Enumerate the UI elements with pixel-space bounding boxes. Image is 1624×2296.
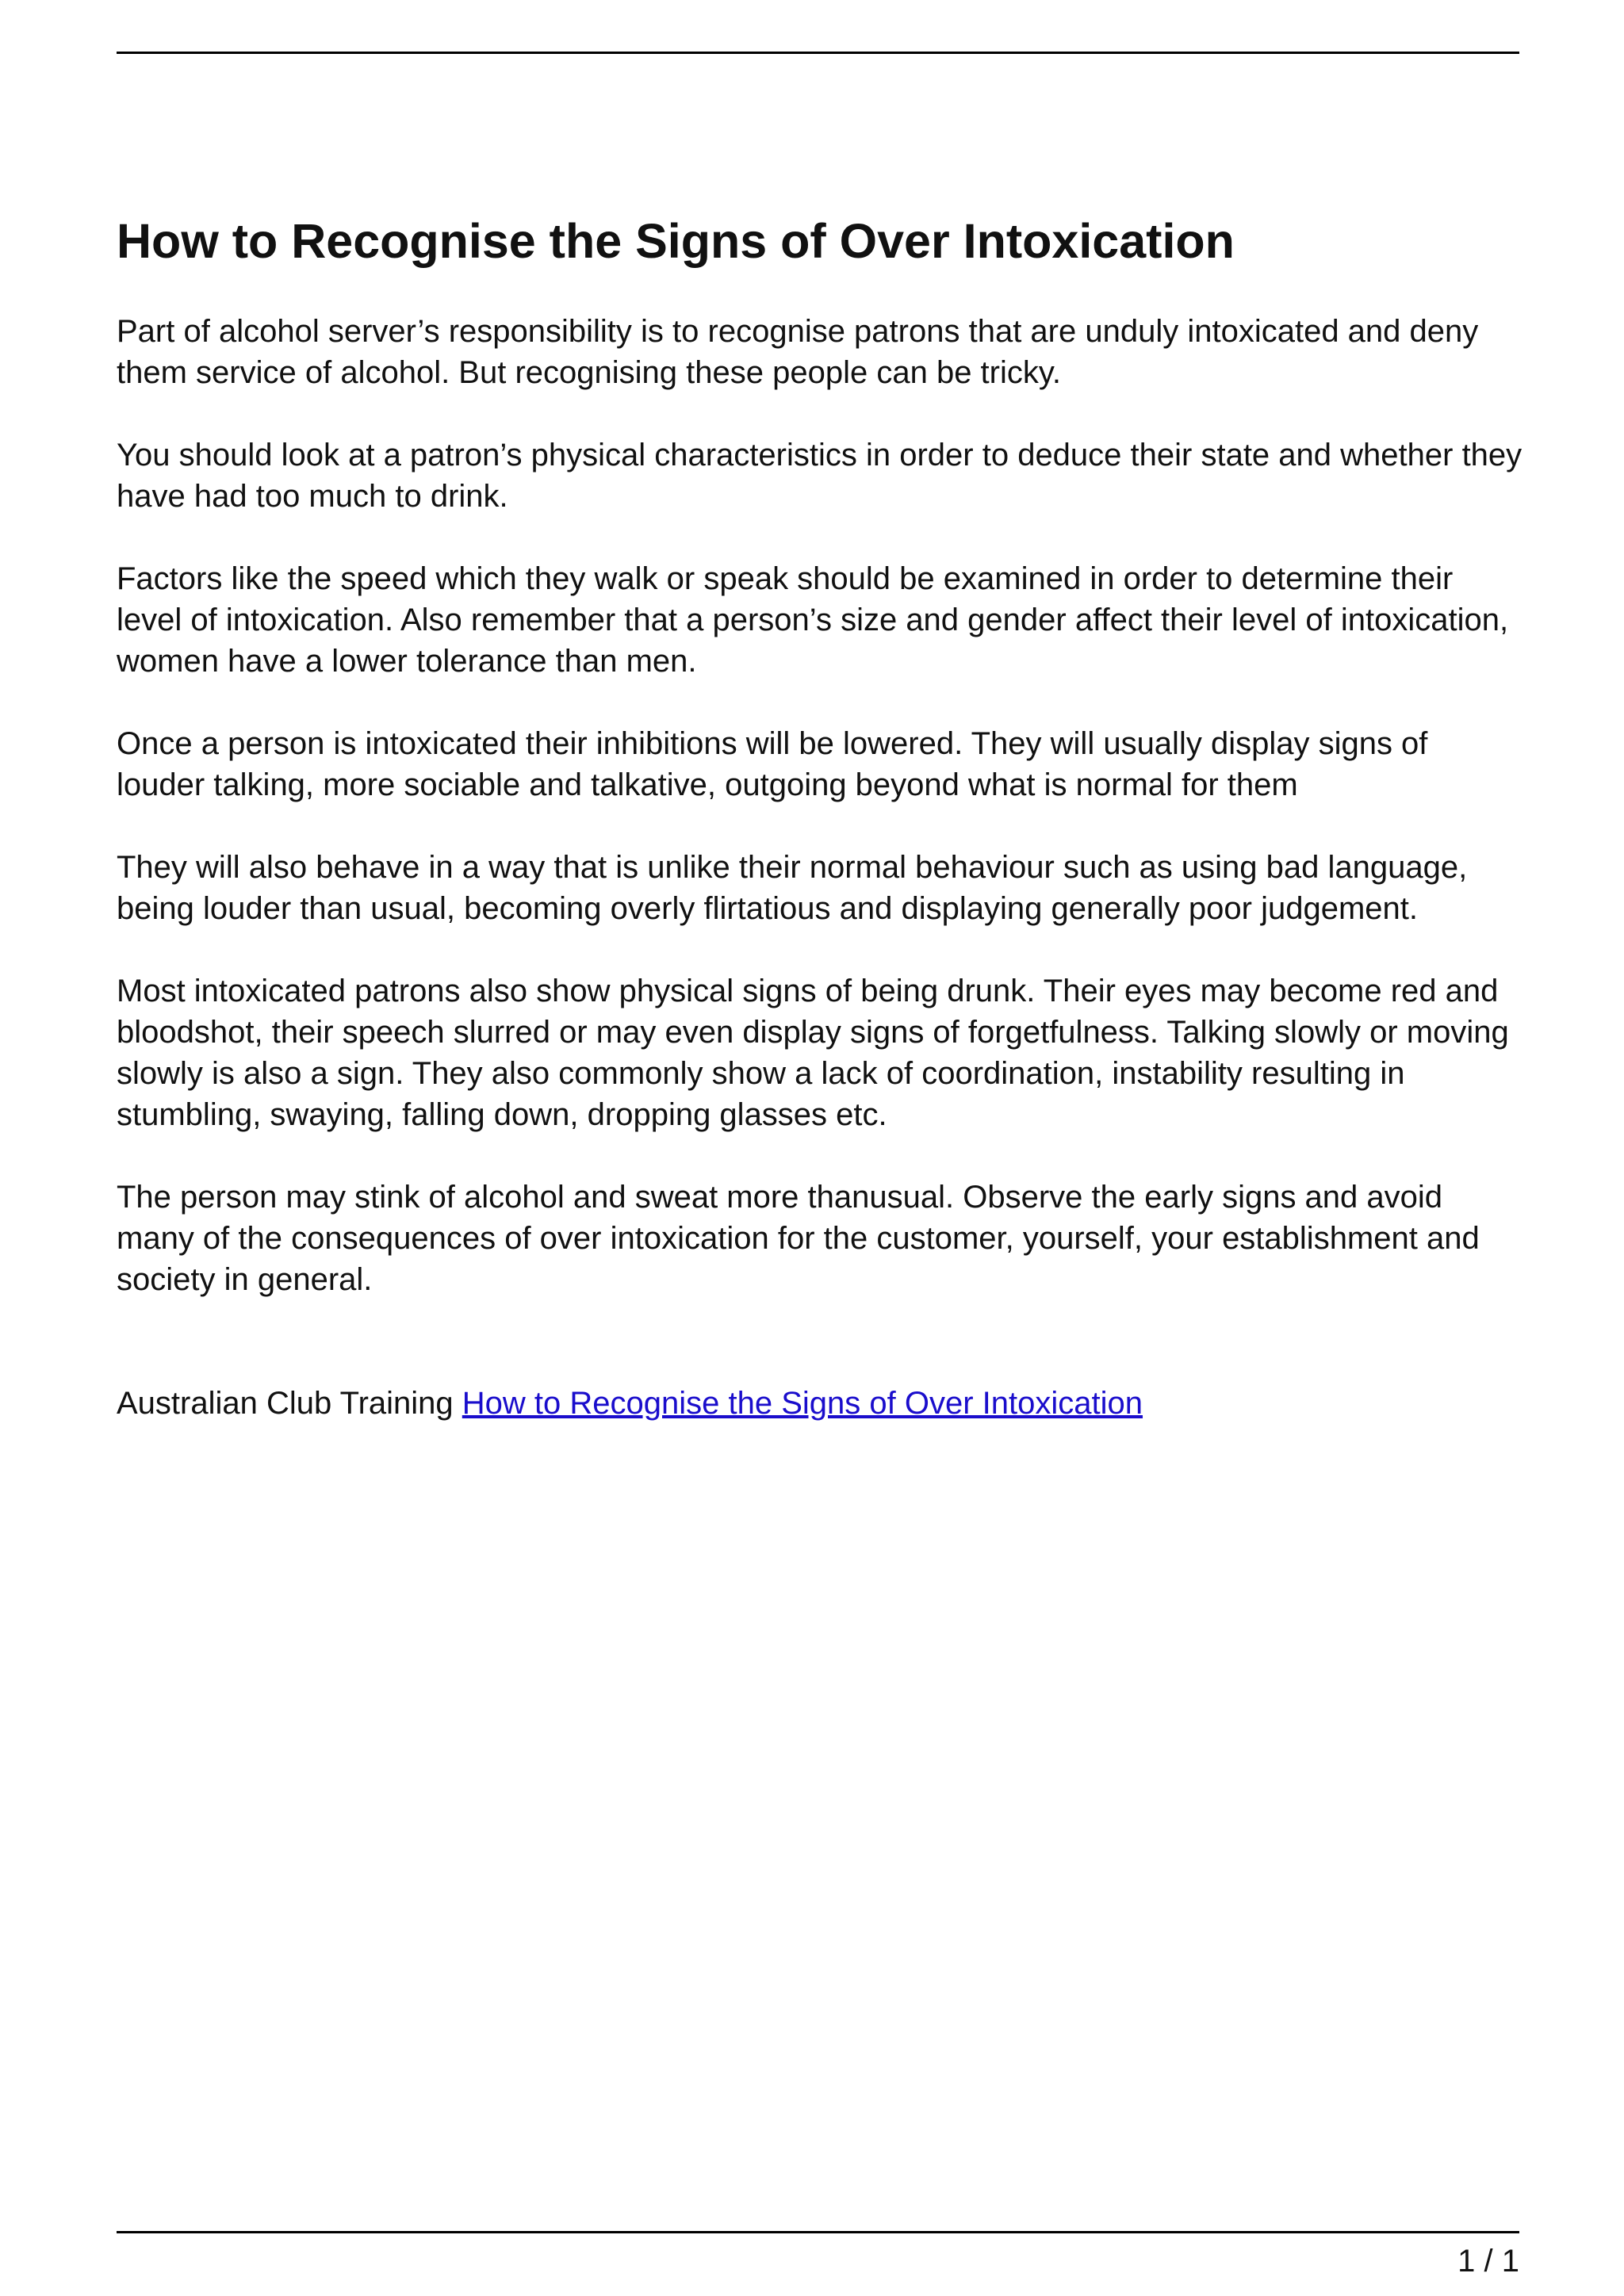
- paragraph-5: They will also behave in a way that is unlike their normal behaviour such as using bad language, being louder than usual, becoming overly flirtatious and displaying generally poor judgement.: [117, 850, 1468, 926]
- paragraph-6: Most intoxicated patrons also show physical signs of being drunk. Their eyes may become red and bloodshot, their speech slurred or may even display signs of forgetfulness. Talking slowly or moving slowly is also a sign. They also commonly show a lack of coordination, instability resulting in stumbling, swaying, falling down, dropping glasses etc.: [117, 974, 1509, 1132]
- document-title: How to Recognise the Signs of Over Intoxication: [117, 214, 1235, 268]
- document-body: [117, 208, 1524, 1465]
- source-link[interactable]: How to Recognise the Signs of Over Intoxication: [462, 1386, 1143, 1421]
- paragraph-4: Once a person is intoxicated their inhibitions will be lowered. They will usually display signs of louder talking, more sociable and talkative, outgoing beyond what is normal for them: [117, 726, 1428, 802]
- paragraph-2: You should look at a patron’s physical characteristics in order to deduce their state and whether they have had too much to drink.: [117, 438, 1522, 514]
- source-attribution: [117, 1383, 1524, 1424]
- footer-rule: [117, 2231, 1519, 2233]
- paragraph-3: Factors like the speed which they walk or speak should be examined in order to determine their level of intoxication. Also remember that a person’s size and gender affect their level of intoxication, women have a lower tolerance than men.: [117, 561, 1509, 679]
- paragraph-1: Part of alcohol server’s responsibility is to recognise patrons that are unduly intoxicated and deny them service of alcohol. But recognising these people can be tricky.: [117, 314, 1479, 390]
- source-prefix: Australian Club Training: [117, 1386, 462, 1421]
- header-rule: [117, 52, 1519, 54]
- page-number: 1 / 1: [1457, 2244, 1519, 2279]
- paragraph-7: The person may stink of alcohol and sweat more thanusual. Observe the early signs and avoid many of the consequences of over intoxication for the customer, yourself, your establishment and society in general.: [117, 1180, 1480, 1297]
